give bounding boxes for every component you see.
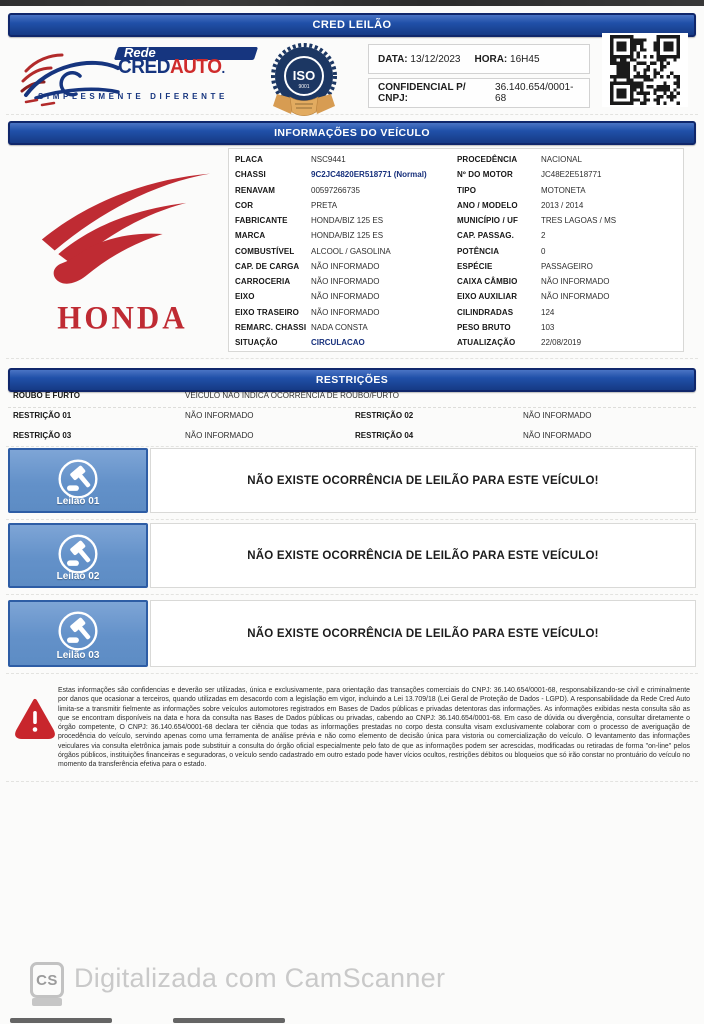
vehicle-field-row: [457, 183, 681, 198]
field-value: HONDA/BIZ 125 ES: [311, 231, 384, 241]
restriction-label: RESTRIÇÃO 03: [13, 431, 72, 440]
vehicle-field-row: [457, 198, 681, 213]
field-label: PROCEDÊNCIA: [457, 155, 518, 165]
section-title-vehicle: [8, 121, 696, 145]
camscanner-logo-base: [32, 998, 62, 1006]
vehicle-info-right-column: [457, 152, 681, 350]
field-label: COR: [235, 200, 254, 210]
vehicle-field-row: [235, 198, 453, 213]
vehicle-field-row: [235, 213, 453, 228]
vehicle-field-row: [235, 244, 453, 259]
field-value: NACIONAL: [541, 155, 582, 165]
vehicle-field-row: [457, 167, 681, 182]
field-label: TIPO: [457, 185, 477, 195]
scan-line: [6, 358, 698, 359]
field-value: JC48E2E518771: [541, 170, 602, 180]
vehicle-field-row: [235, 183, 453, 198]
field-value: NSC9441: [311, 155, 346, 165]
camscanner-logo-icon: [30, 962, 64, 998]
field-value: 2: [541, 231, 546, 241]
auction-message-box-1: [150, 448, 696, 513]
credauto-wordmark: [118, 56, 225, 79]
field-label: CAP. DE CARGA: [235, 261, 300, 271]
field-value: NÃO INFORMADO: [541, 292, 610, 302]
date-time-box: [368, 44, 590, 74]
field-value: ALCOOL / GASOLINA: [311, 246, 391, 256]
restriction-value: NÃO INFORMADO: [185, 411, 254, 420]
page-title-label: CRED LEILÃO: [312, 19, 392, 31]
confidential-label: CONFIDENCIAL P/ CNPJ:: [378, 82, 466, 104]
vehicle-field-row: [457, 320, 681, 335]
vehicle-field-row: [235, 305, 453, 320]
qr-code-icon: [602, 33, 688, 107]
field-label: EIXO TRASEIRO: [235, 307, 299, 317]
field-value: NÃO INFORMADO: [311, 307, 380, 317]
iso-badge-icon: [268, 42, 340, 123]
date-label: DATA:: [378, 53, 408, 65]
field-value: NADA CONSTA: [311, 322, 368, 332]
auction-tile-3: [8, 600, 148, 667]
rede-label: Rede: [124, 45, 156, 60]
vehicle-field-row: [457, 335, 681, 350]
restriction-value: NÃO INFORMADO: [523, 411, 592, 420]
field-label: MARCA: [235, 231, 266, 241]
disclaimer-text: Estas informações são confidencias e deverão ser utilizadas, única e exclusivamente, para orientação das transações comerciais do CNPJ: 36.140.654/0001-68, responsabilizando-se civil e criminalmente por danos que ocasionar a terceiros, quando utilizadas em desacordo com a legislação em vigor, incluindo a Lei 13.709/18 (Lei Geral de Proteção de Dados - LGPD). A responsabilidade da Rede Cred Auto limita-se a transmitir fielmente as informações sobre veículos automotores registrados em Bases de Dados públicas e privadas detentoras das informações. As informações exibidas nesta consulta são as que se encontram disponíveis na data e hora da consulta nas Bases de Dados públicas ou privadas, cabendo ao CNPJ: 36.140.654/0001-68. Em caso de dúvida ou divergência, consultar diretamente o órgão competente, O CNPJ: 36.140.654/0001-68 declara ter ciência que todas as informações prestadas no corpo desta consulta visam exclusivamente colaborar com o processo de averiguação de procedência do veículo, servindo apenas como uma ferramenta de análise prévia e não como elemento de decisão única para vistoria ou comercialização do veículo. O levantamento das informações veiculares via consulta eletrônica jamais pode substituir a consulta do órgão oficial especialmente pelo fato de que as informações podem ser acrescidas, modificadas ou retiradas de forma "on-line" pelos órgãos públicos, instituições financeiras e seguradoras, o veículo sendo cadastrado em outro estado pode haver vícios ocultos, restrições débitos ou bloqueios que só irão constar no prontuário do veículo no momento da transferência efetiva para o estado.: [58, 687, 690, 769]
wordmark-cred: CRED: [118, 56, 170, 78]
field-value: 0: [541, 246, 546, 256]
logo-tagline: SIMPLESMENTE DIFERENTE: [38, 92, 228, 101]
auction-message: NÃO EXISTE OCORRÊNCIA DE LEILÃO PARA ESTE VEÍCULO!: [247, 549, 599, 562]
wordmark-auto: AUTO: [169, 56, 222, 78]
iso-label: ISO: [292, 68, 316, 83]
auction-tile-2: [8, 523, 148, 588]
field-label: ANO / MODELO: [457, 200, 518, 210]
field-label: POTÊNCIA: [457, 246, 500, 256]
restriction-value: NÃO INFORMADO: [523, 431, 592, 440]
field-value: NÃO INFORMADO: [311, 261, 380, 271]
credauto-car-icon: [20, 48, 124, 113]
field-label: CARROCERIA: [235, 277, 291, 287]
field-value: NÃO INFORMADO: [311, 292, 380, 302]
field-label: MUNICÍPIO / UF: [457, 216, 518, 226]
vehicle-field-row: [235, 289, 453, 304]
theft-value: VEÍCULO NÃO INDICA OCORRÊNCIA DE ROUBO/FURTO: [185, 391, 399, 400]
vehicle-field-row: [235, 228, 453, 243]
honda-wordmark: HONDA: [57, 299, 188, 336]
date-value: 13/12/2023: [410, 53, 461, 65]
field-value: NÃO INFORMADO: [541, 277, 610, 287]
field-label: PESO BRUTO: [457, 322, 511, 332]
vehicle-field-row: [235, 274, 453, 289]
field-label: EIXO AUXILIAR: [457, 292, 518, 302]
auction-tile-label: Leilão 02: [56, 571, 100, 582]
vehicle-field-row: [457, 228, 681, 243]
scan-line: [6, 781, 698, 782]
camscanner-watermark: Digitalizada com CamScanner: [74, 963, 446, 993]
field-label: ATUALIZAÇÃO: [457, 338, 516, 348]
field-value: 9C2JC4820ER518771 (Normal): [311, 170, 427, 180]
wordmark-dot: .: [221, 60, 225, 76]
field-label: CAIXA CÂMBIO: [457, 277, 518, 287]
field-label: EIXO: [235, 292, 255, 302]
iso-sub: 9001: [298, 84, 310, 90]
field-value: PRETA: [311, 200, 338, 210]
vehicle-field-row: [457, 274, 681, 289]
scan-line: [6, 519, 698, 520]
time-label: HORA:: [474, 53, 508, 65]
auction-tile-label: Leilão 01: [56, 496, 100, 507]
vehicle-field-row: [457, 244, 681, 259]
theft-label: ROUBO E FURTO: [13, 391, 80, 400]
vehicle-field-row: [235, 259, 453, 274]
field-label: COMBUSTÍVEL: [235, 246, 295, 256]
time-value: 16H45: [510, 53, 540, 65]
scan-edge-bottom-2: [173, 1018, 285, 1023]
field-label: RENAVAM: [235, 185, 275, 195]
auction-tile-label: Leilão 03: [56, 650, 100, 661]
camscanner-logo-text: CS: [36, 971, 58, 989]
field-label: ESPÉCIE: [457, 261, 493, 271]
scan-line: [6, 114, 698, 115]
warning-icon: [14, 697, 56, 746]
field-value: NÃO INFORMADO: [311, 277, 380, 287]
vehicle-field-row: [457, 289, 681, 304]
field-label: FABRICANTE: [235, 216, 288, 226]
restriction-label: RESTRIÇÃO 01: [13, 411, 72, 420]
vehicle-field-row: [457, 259, 681, 274]
field-value: 124: [541, 307, 555, 317]
field-label: PLACA: [235, 155, 264, 165]
restriction-label: RESTRIÇÃO 04: [355, 431, 414, 440]
field-value: 2013 / 2014: [541, 200, 584, 210]
theft-row: [8, 389, 696, 408]
auction-message-box-3: [150, 600, 696, 667]
field-value: PASSAGEIRO: [541, 261, 593, 271]
restrictions-title-label: RESTRIÇÕES: [315, 374, 389, 386]
field-label: SITUAÇÃO: [235, 338, 278, 348]
restriction-value: NÃO INFORMADO: [185, 431, 254, 440]
field-value: TRES LAGOAS / MS: [541, 216, 617, 226]
vehicle-field-row: [235, 320, 453, 335]
page-title: [8, 13, 696, 37]
field-value: 00597266735: [311, 185, 360, 195]
field-label: CHASSI: [235, 170, 266, 180]
field-value: 103: [541, 322, 555, 332]
restriction-row: [8, 429, 696, 447]
field-value: HONDA/BIZ 125 ES: [311, 216, 384, 226]
vehicle-field-row: [235, 167, 453, 182]
field-value: MOTONETA: [541, 185, 586, 195]
field-value: 22/08/2019: [541, 338, 582, 348]
honda-wing-icon: [28, 170, 213, 303]
restriction-label: RESTRIÇÃO 02: [355, 411, 414, 420]
scan-edge-top: [0, 0, 704, 6]
scan-line: [6, 673, 698, 674]
vehicle-info-left-column: [235, 152, 453, 350]
vehicle-field-row: [235, 152, 453, 167]
vehicle-field-row: [457, 152, 681, 167]
vehicle-field-row: [457, 213, 681, 228]
auction-tile-1: [8, 448, 148, 513]
field-label: CILINDRADAS: [457, 307, 514, 317]
confidential-value: 36.140.654/0001-68: [495, 82, 574, 104]
auction-message: NÃO EXISTE OCORRÊNCIA DE LEILÃO PARA ESTE VEÍCULO!: [247, 474, 599, 487]
confidential-box: [368, 78, 590, 108]
restriction-row: [8, 409, 696, 427]
field-label: CAP. PASSAG.: [457, 231, 514, 241]
auction-message-box-2: [150, 523, 696, 588]
scan-edge-bottom-1: [10, 1018, 112, 1023]
vehicle-field-row: [235, 335, 453, 350]
field-label: REMARC. CHASSI: [235, 322, 307, 332]
vehicle-title-label: INFORMAÇÕES DO VEÍCULO: [274, 127, 430, 139]
auction-message: NÃO EXISTE OCORRÊNCIA DE LEILÃO PARA ESTE VEÍCULO!: [247, 627, 599, 640]
scan-line: [6, 594, 698, 595]
vehicle-info-table: [228, 148, 684, 352]
field-value: CIRCULACAO: [311, 338, 365, 348]
vehicle-field-row: [457, 305, 681, 320]
field-label: Nº DO MOTOR: [457, 170, 513, 180]
